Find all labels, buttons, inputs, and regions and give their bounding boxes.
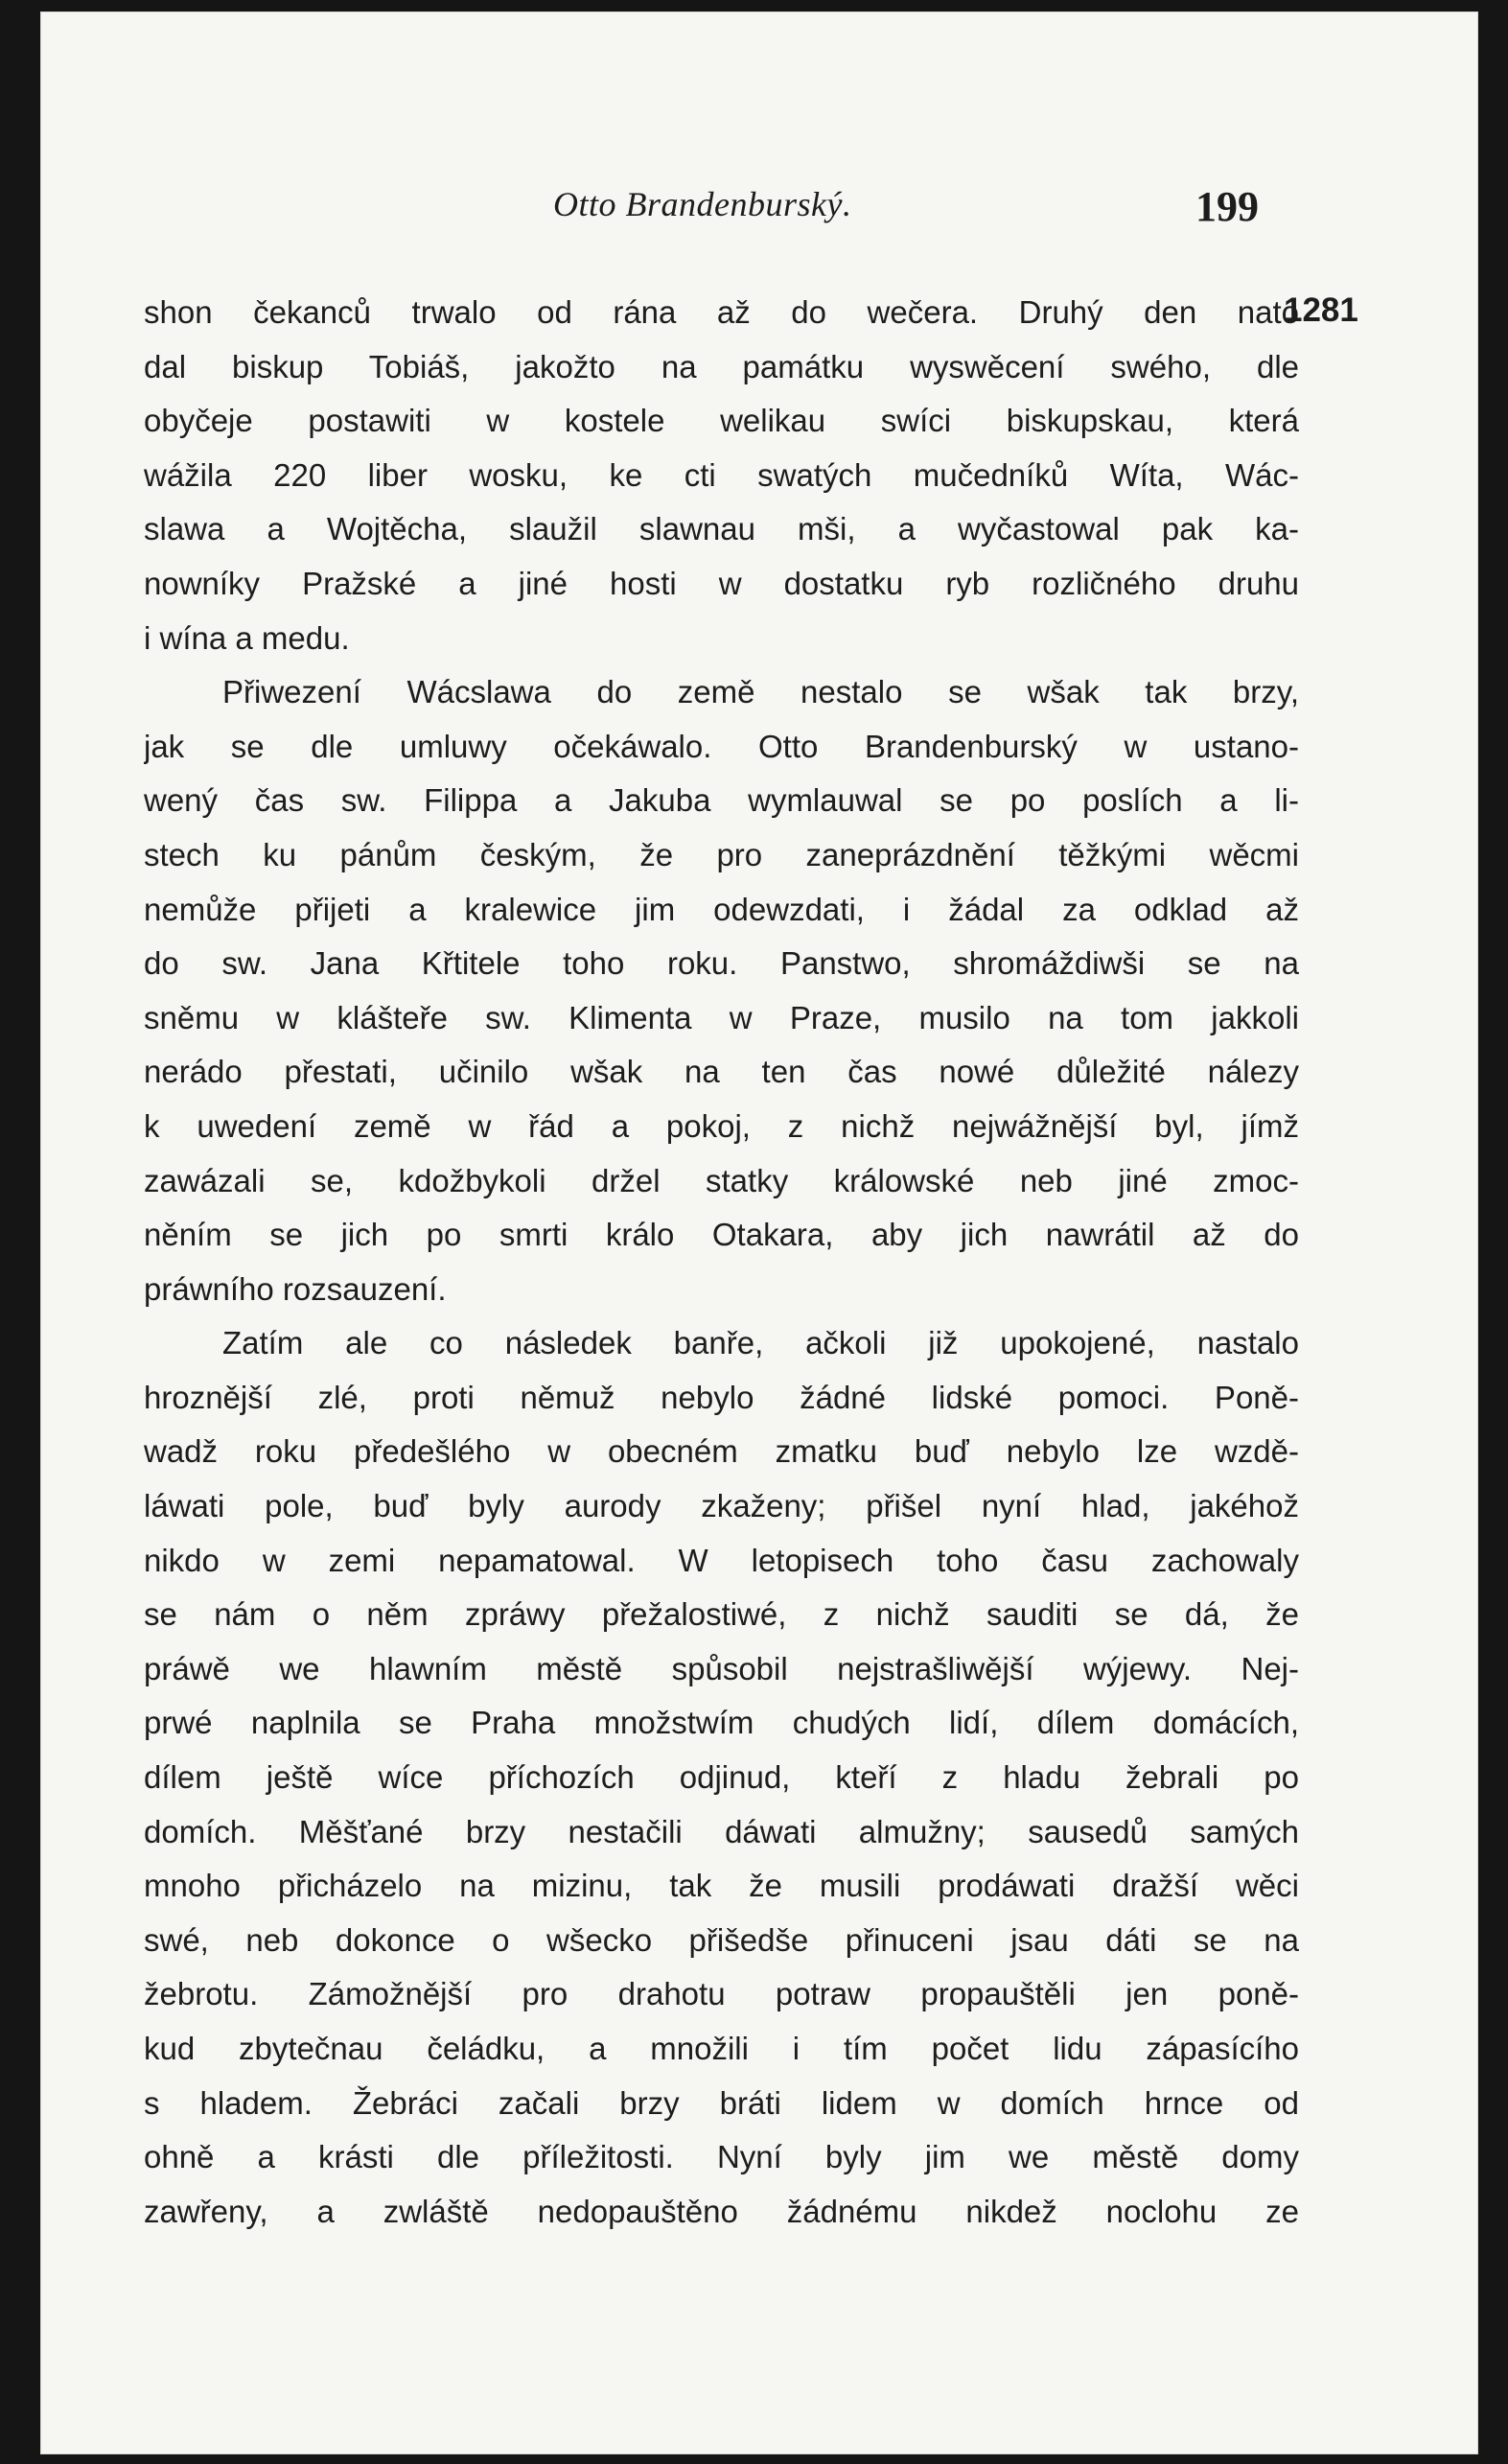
text-line: nowníky Pražské a jiné hosti w dostatku ryb rozličného druhu	[144, 565, 1299, 601]
text-line: s hladem. Žebráci začali brzy bráti lidem w domích hrnce od	[144, 2084, 1299, 2121]
margin-year-note: 1281	[1284, 291, 1358, 329]
text-line: mnoho přicházelo na mizinu, tak že musili prodáwati dražší wěci	[144, 1868, 1299, 1904]
text-line: Zatím ale co následek banře, ačkoli již upokojené, nastalo	[222, 1325, 1299, 1361]
text-line: i wína a medu.	[144, 619, 350, 656]
text-line: láwati pole, buď byly aurody zkaženy; přišel nyní hlad, jakéhož	[144, 1488, 1299, 1524]
text-line: nemůže přijeti a kralewice jim odewzdati, i žádal za odklad až	[144, 891, 1299, 927]
text-line: ohně a krásti dle příležitosti. Nyní byly jim we městě domy	[144, 2139, 1299, 2175]
text-line: domích. Měšťané brzy nestačili dáwati almužny; sausedů samých	[144, 1813, 1299, 1849]
text-line: práwního rozsauzení.	[144, 1270, 447, 1307]
text-line: prwé naplnila se Praha množstwím chudých lidí, dílem domácích,	[144, 1705, 1299, 1741]
text-line: k uwedení země w řád a pokoj, z nichž nejwážnější byl, jímž	[144, 1107, 1299, 1144]
text-line: dílem ještě wíce příchozích odjinud, kteří z hladu žebrali po	[144, 1759, 1299, 1796]
page-number: 199	[1195, 183, 1259, 230]
text-line: jak se dle umluwy očekáwalo. Otto Brandenburský w ustano-	[144, 728, 1299, 764]
text-line: se nám o něm zpráwy přežalostiwé, z nichž sauditi se dá, že	[144, 1596, 1299, 1633]
text-line: shon čekanců trwalo od rána až do wečera. Druhý den nato	[144, 294, 1299, 330]
text-line: slawa a Wojtěcha, slaužil slawnau mši, a wyčastowal pak ka-	[144, 511, 1299, 547]
text-line: práwě we hlawním městě spůsobil nejstrašliwější wýjewy. Nej-	[144, 1650, 1299, 1686]
book-page	[40, 12, 1478, 2454]
body-text	[144, 286, 1299, 2239]
text-line: swé, neb dokonce o wšecko přišedše přinuceni jsau dáti se na	[144, 1921, 1299, 1958]
text-line: wadž roku předešlého w obecném zmatku buď nebylo lze wzdě-	[144, 1433, 1299, 1470]
text-line: nikdo w zemi nepamatowal. W letopisech toho času zachowaly	[144, 1542, 1299, 1578]
text-line: dal biskup Tobiáš, jakožto na památku wyswěcení swého, dle	[144, 348, 1299, 384]
text-line: nerádo přestati, učinilo wšak na ten čas nowé důležité nálezy	[144, 1054, 1299, 1090]
text-line: obyčeje postawiti w kostele welikau swíci biskupskau, která	[144, 403, 1299, 439]
text-line: kud zbytečnau čeládku, a množili i tím počet lidu zápasícího	[144, 2031, 1299, 2066]
running-head-title: Otto Brandenburský.	[553, 185, 852, 223]
text-line: wážila 220 liber wosku, ke cti swatých mučedníků Wíta, Wác-	[144, 456, 1299, 493]
text-line: něním se jich po smrti králo Otakara, aby jich nawrátil až do	[144, 1217, 1299, 1253]
text-line: žebrotu. Zámožnější pro drahotu potraw propauštěli jen poně-	[144, 1976, 1299, 2012]
text-line: zawřeny, a zwláště nedopauštěno žádnému nikdež noclohu ze	[144, 2193, 1299, 2229]
text-line: zawázali se, kdožbykoli držel statky králowské neb jiné zmoc-	[144, 1162, 1299, 1198]
text-line: stech ku pánům českým, že pro zaneprázdnění těžkými wěcmi	[144, 836, 1299, 872]
text-line: wený čas sw. Filippa a Jakuba wymlauwal se po poslích a li-	[144, 782, 1299, 819]
text-line: Přiwezení Wácslawa do země nestalo se wšak tak brzy,	[222, 674, 1299, 710]
text-line: sněmu w klášteře sw. Klimenta w Praze, musilo na tom jakkoli	[144, 999, 1299, 1035]
text-line: hroznější zlé, proti němuž nebylo žádné lidské pomoci. Poně-	[144, 1379, 1299, 1415]
text-line: do sw. Jana Křtitele toho roku. Panstwo, shromáždiwši se na	[144, 945, 1299, 982]
